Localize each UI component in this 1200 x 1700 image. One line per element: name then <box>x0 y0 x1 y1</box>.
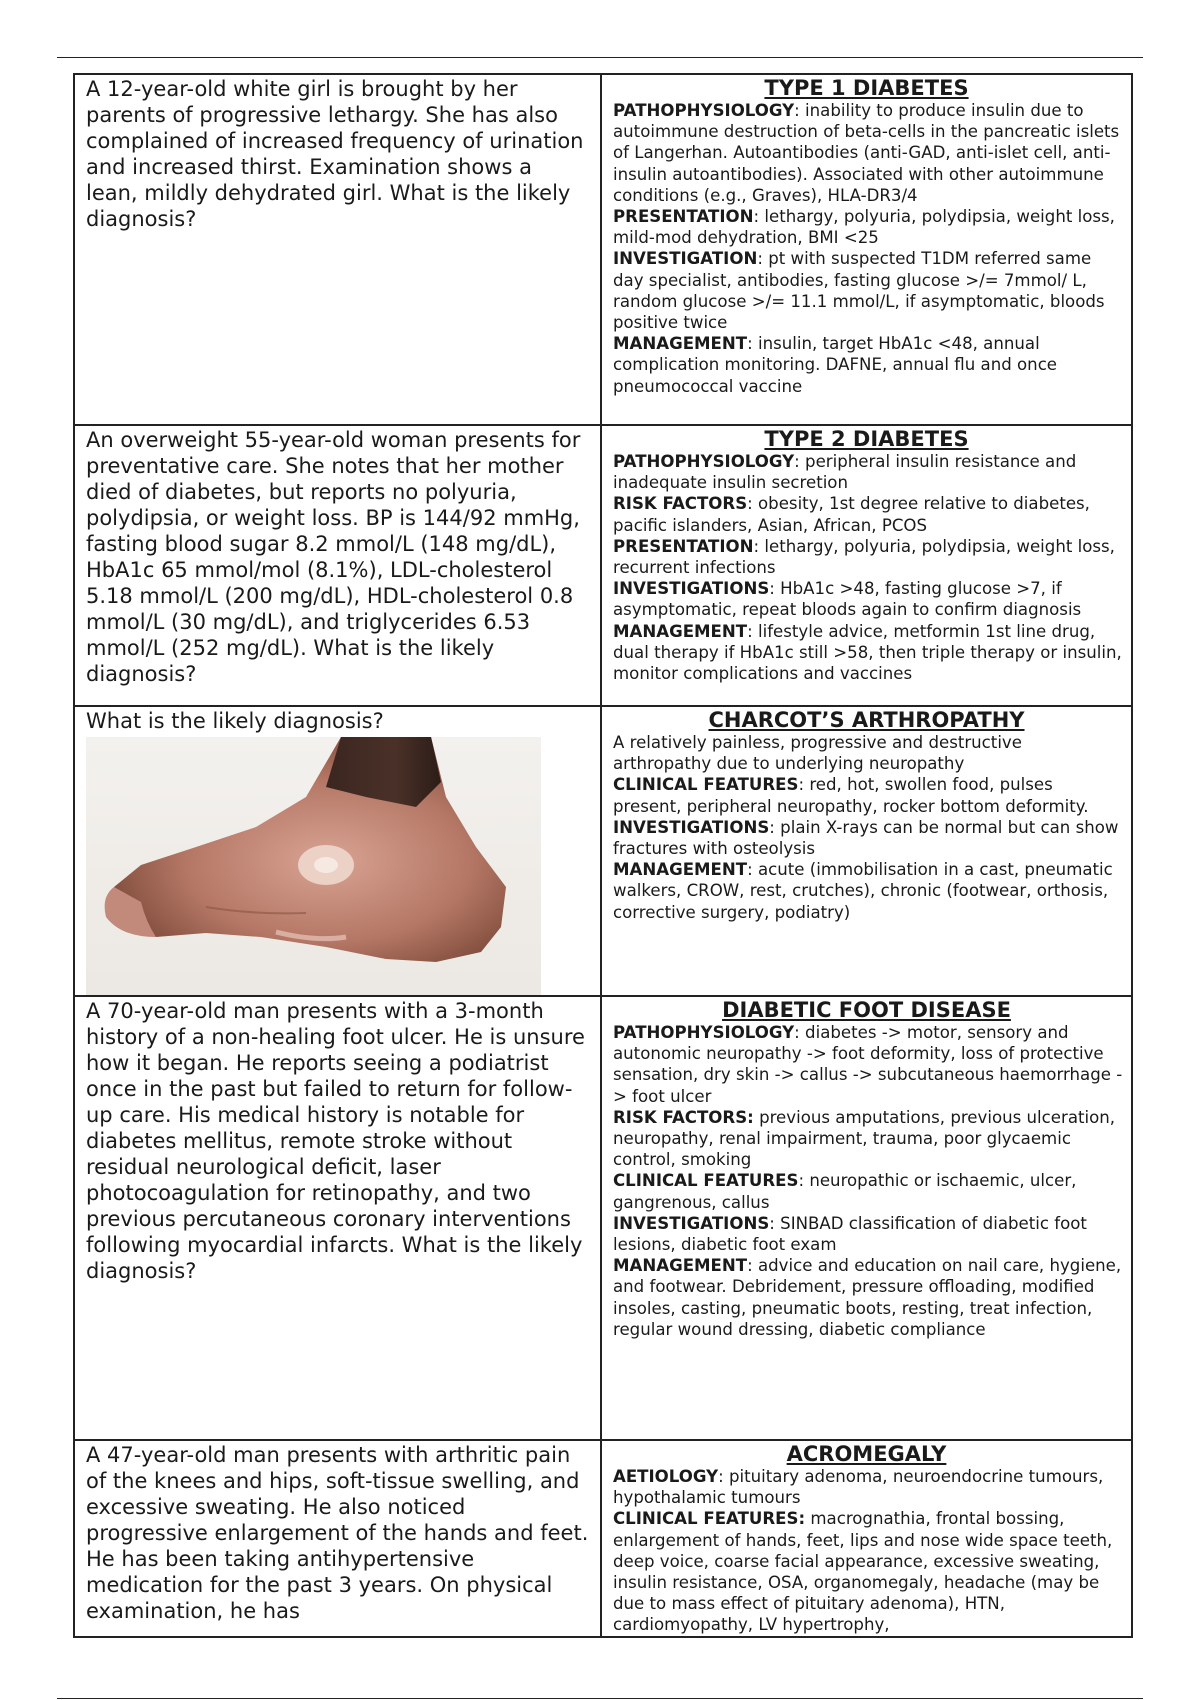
question-text: A 12-year-old white girl is brought by her parents of progressive lethargy. She has also complained of increased frequency of urination and increased thirst. Examination shows a lean, mildly dehydrated girl. What is the likely diagnosis? <box>86 77 584 231</box>
answer-cell <box>601 996 1132 1440</box>
answer-title: CHARCOT’S ARTHROPATHY <box>708 708 1025 732</box>
question-text: A 70-year-old man presents with a 3-month history of a non-healing foot ulcer. He is unsure how it began. He reports seeing a podiatrist once in the past but failed to return for follow-up care. His medical history is notable for diabetes mellitus, remote stroke without residual neurological deficit, laser photocoagulation for retinopathy, and two previous percutaneous coronary interventions following myocardial infarcts. What is the likely diagnosis? <box>86 999 585 1283</box>
table-row <box>74 996 1132 1440</box>
answer-title: ACROMEGALY <box>786 1442 947 1466</box>
table-row <box>74 74 1132 425</box>
answer-title: TYPE 1 DIABETES <box>764 76 969 100</box>
answer-text: PATHOPHYSIOLOGY: diabetes -> motor, sensory and autonomic neuropathy -> foot deformity, loss of protective sensation, dry skin -> callus -> subcutaneous haemorrhage -> foot ulcer RISK FACTORS: previous amputations, previous ulceration, neuropathy, renal impairment, trauma, poor glycaemic control, smoking CLINICAL FEATURES: neuropathic or ischaemic, ulcer, gangrenous, callus INVESTIGATIONS: SINBAD classification of diabetic foot lesions, diabetic foot exam MANAGEMENT: advice and education on nail care, hygiene, and footwear. Debridement, pressure offloading, modified insoles, casting, pneumatic boots, resting, treat infection, regular wound dressing, diabetic compliance <box>613 1023 1123 1339</box>
bottom-rule <box>57 1698 1143 1699</box>
table-row <box>74 706 1132 996</box>
answer-cell <box>601 706 1132 996</box>
table-row <box>74 1440 1132 1637</box>
question-text: What is the likely diagnosis? <box>86 709 384 733</box>
answer-text: AETIOLOGY: pituitary adenoma, neuroendocrine tumours, hypothalamic tumours CLINICAL FEATURES: macrognathia, frontal bossing, enlargement of hands, feet, lips and nose wide space teeth, deep voice, coarse facial appearance, excessive sweating, insulin resistance, OSA, organomegaly, headache (may be due to mass effect of pituitary adenoma), HTN, cardiomyopathy, LV hypertrophy, <box>613 1467 1113 1635</box>
answer-cell <box>601 74 1132 425</box>
question-text: An overweight 55-year-old woman presents for preventative care. She notes that her mother died of diabetes, but reports no polyuria, polydipsia, or weight loss. BP is 144/92 mmHg, fasting blood sugar 8.2 mmol/L (148 mg/dL), HbA1c 65 mmol/mol (8.1%), LDL-cholesterol 5.18 mmol/L (200 mg/dL), HDL-cholesterol 0.8 mmol/L (30 mg/dL), and triglycerides 6.53 mmol/L (252 mg/dL). What is the likely diagnosis? <box>86 428 581 686</box>
answer-title: DIABETIC FOOT DISEASE <box>722 998 1011 1022</box>
answer-text: A relatively painless, progressive and destructive arthropathy due to underlying neuropathy CLINICAL FEATURES: red, hot, swollen food, pulses present, peripheral neuropathy, rocker bottom deformity. INVESTIGATIONS: plain X-rays can be normal but can show fractures with osteolysis MANAGEMENT: acute (immobilisation in a cast, pneumatic walkers, CROW, rest, crutches), chronic (footwear, orthosis, corrective surgery, podiatry) <box>613 733 1119 922</box>
table-row <box>74 425 1132 706</box>
question-cell <box>74 425 601 706</box>
question-cell <box>74 1440 601 1637</box>
charcot-foot-photo <box>86 737 541 995</box>
question-cell <box>74 996 601 1440</box>
question-cell <box>74 74 601 425</box>
flashcard-table <box>73 73 1133 1638</box>
question-cell <box>74 706 601 996</box>
answer-text: PATHOPHYSIOLOGY: inability to produce insulin due to autoimmune destruction of beta-cells in the pancreatic islets of Langerhan. Autoantibodies (anti-GAD, anti-islet cell, anti-insulin autoantibodies). Associated with other autoimmune conditions (e.g., Graves), HLA-DR3/4 PRESENTATION: lethargy, polyuria, polydipsia, weight loss, mild-mod dehydration, BMI <25 INVESTIGATION: pt with suspected T1DM referred same day specialist, antibodies, fasting glucose >/= 7mmol/ L, random glucose >/= 11.1 mmol/L, if asymptomatic, bloods positive twice MANAGEMENT: insulin, target HbA1c <48, annual complication monitoring. DAFNE, annual flu and once pneumococcal vaccine <box>613 101 1120 396</box>
foot-illustration <box>86 737 541 995</box>
answer-text: PATHOPHYSIOLOGY: peripheral insulin resistance and inadequate insulin secretion RISK FACTORS: obesity, 1st degree relative to diabetes, pacific islanders, Asian, African, PCOS PRESENTATION: lethargy, polyuria, polydipsia, weight loss, recurrent infections INVESTIGATIONS: HbA1c >48, fasting glucose >7, if asymptomatic, repeat bloods again to confirm diagnosis MANAGEMENT: lifestyle advice, metformin 1st line drug, dual therapy if HbA1c still >58, then triple therapy or insulin, monitor complications and vaccines <box>613 452 1122 684</box>
answer-intro: A relatively painless, progressive and destructive arthropathy due to underlying neuropathy <box>613 733 1022 774</box>
question-text: A 47-year-old man presents with arthritic pain of the knees and hips, soft-tissue swelling, and excessive sweating. He also noticed progressive enlargement of the hands and feet. He has been taking antihypertensive medication for the past 3 years. On physical examination, he has <box>86 1443 589 1623</box>
answer-title: TYPE 2 DIABETES <box>764 427 969 451</box>
top-rule <box>57 57 1143 58</box>
answer-cell <box>601 425 1132 706</box>
answer-cell <box>601 1440 1132 1637</box>
